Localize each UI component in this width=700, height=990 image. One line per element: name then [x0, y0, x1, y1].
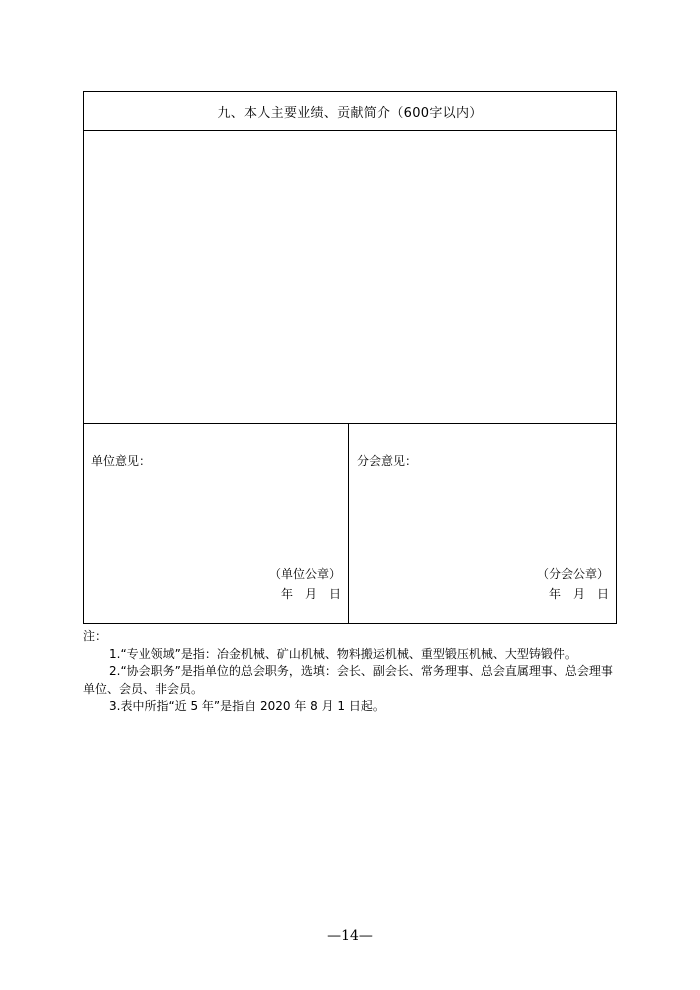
month-label: 月 [304, 587, 317, 601]
notes-heading: 注： [83, 629, 108, 643]
year-label: 年 [548, 587, 561, 601]
note-item-3: 3.表中所指“近 5 年”是指自 2020 年 8 月 1 日起。 [109, 699, 385, 713]
section-title: 九、本人主要业绩、贡献简介（600字以内） [84, 92, 616, 131]
unit-opinion-cell[interactable] [84, 424, 349, 623]
page-number: —14— [327, 928, 373, 944]
notes-section [83, 628, 623, 716]
branch-seal-label: （分会公章） [536, 567, 609, 581]
month-label: 月 [572, 587, 585, 601]
application-form-table [83, 91, 617, 624]
achievement-input-area[interactable] [84, 131, 616, 424]
branch-opinion-cell[interactable] [349, 424, 616, 623]
day-label: 日 [596, 587, 609, 601]
branch-opinion-label: 分会意见： [357, 454, 418, 468]
note-item-1: 1.“专业领域”是指：冶金机械、矿山机械、物料搬运机械、重型锻压机械、大型铸锻件。 [109, 646, 577, 661]
unit-opinion-label: 单位意见： [91, 454, 152, 468]
opinion-row [84, 424, 616, 623]
unit-seal-label: （单位公章） [268, 567, 341, 581]
note-item-2: 2.“协会职务”是指单位的总会职务，选填：会长、副会长、常务理事、总会直属理事、总会理事单位、会员、非会员。 [83, 664, 613, 696]
day-label: 日 [328, 587, 341, 601]
unit-date-line [281, 585, 341, 602]
year-label: 年 [280, 587, 293, 601]
branch-date-line [549, 585, 609, 602]
